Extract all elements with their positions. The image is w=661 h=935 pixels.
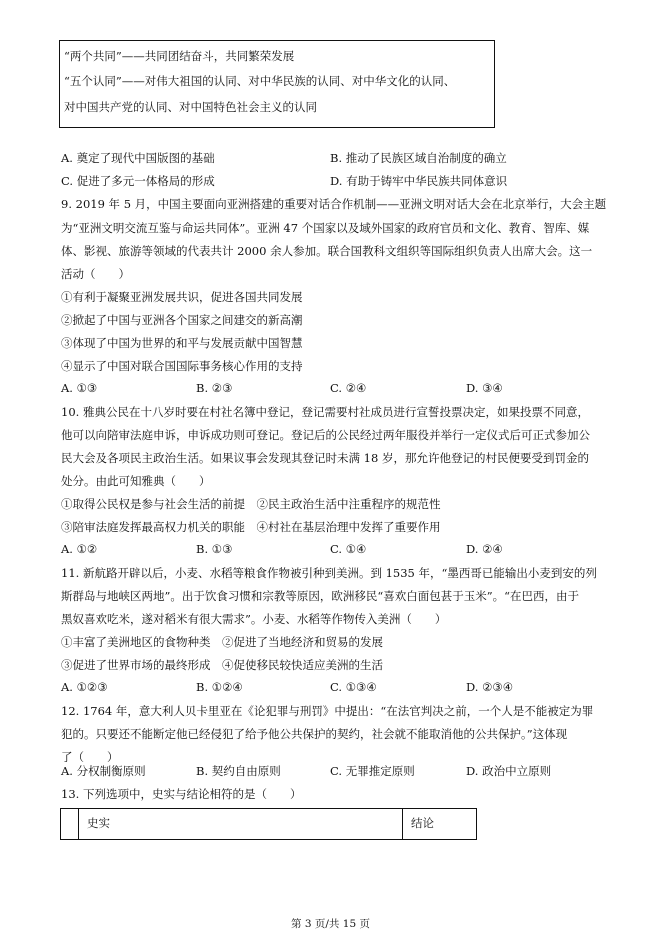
page-footer: 第 3 页/共 15 页	[291, 918, 370, 930]
q13-table	[60, 808, 477, 840]
q9-line-2: 为“亚洲文明交流互鉴与命运共同体”。亚洲 47 个国家以及域外国家的政府官员和文化、教育、智库、媒	[61, 221, 590, 235]
q10-option-a[interactable]: A. ①②	[61, 542, 98, 556]
q10-option-c[interactable]: C. ①④	[330, 542, 367, 556]
q12-option-a[interactable]: A. 分权制衡原则	[61, 764, 146, 778]
quote-line-3: 对中国共产党的认同、对中国特色社会主义的认同	[64, 100, 317, 114]
q9-line-4: 活动（ ）	[61, 267, 130, 281]
q13-table-fact-col	[79, 809, 403, 839]
q8-option-c[interactable]: C. 促进了多元一体格局的形成	[61, 174, 215, 188]
q10-line-3: 民大会及各项民主政治生活。如果议事会发现其登记时未满 18 岁，那允许他登记的村民便要受到罚金的	[61, 451, 589, 465]
q10-statements-34: ③陪审法庭发挥最高权力机关的职能 ④村社在基层治理中发挥了重要作用	[61, 520, 441, 534]
q12-option-d[interactable]: D. 政治中立原则	[466, 764, 552, 778]
q13-table-conclusion-col	[403, 809, 478, 839]
q13-col-fact-header: 史实	[87, 816, 110, 830]
q13-table-index-col	[61, 809, 79, 839]
q11-line-3: 黑奴喜欢吃米，遂对稻米有很大需求”。小麦、水稻等作物传入美洲（ ）	[61, 612, 447, 626]
q10-line-2: 他可以向陪审法庭申诉，申诉成功则可登记。登记后的公民经过两年服役并举行一定仪式后可正式参加公	[61, 428, 590, 442]
q11-option-c[interactable]: C. ①③④	[330, 680, 377, 694]
q9-option-a[interactable]: A. ①③	[61, 381, 98, 395]
q11-option-a[interactable]: A. ①②③	[61, 680, 108, 694]
q8-option-d[interactable]: D. 有助于铸牢中华民族共同体意识	[330, 174, 508, 188]
q12-option-c[interactable]: C. 无罪推定原则	[330, 764, 415, 778]
q10-option-b[interactable]: B. ①③	[196, 542, 233, 556]
q10-statements-12: ①取得公民权是参与社会生活的前提 ②民主政治生活中注重程序的规范性	[61, 497, 441, 511]
q9-statement-4: ④显示了中国对联合国国际事务核心作用的支持	[61, 359, 303, 373]
q13-line-1: 13. 下列选项中，史实与结论相符的是（ ）	[61, 787, 302, 801]
q13-col-conclusion-header: 结论	[411, 816, 434, 830]
q9-option-d[interactable]: D. ③④	[466, 381, 503, 395]
q9-statement-3: ③体现了中国为世界的和平与发展贡献中国智慧	[61, 336, 303, 350]
q9-option-b[interactable]: B. ②③	[196, 381, 233, 395]
q11-line-2: 斯群岛与地峡区两地”。出于饮食习惯和宗教等原因，欧洲移民“喜欢白面包甚于玉米”。“在巴西，由于	[61, 589, 580, 603]
q12-line-2: 犯的。只要还不能断定他已经侵犯了给予他公共保护的契约，社会就不能取消他的公共保护。”这体现	[61, 727, 568, 741]
q12-option-b[interactable]: B. 契约自由原则	[196, 764, 281, 778]
q9-option-c[interactable]: C. ②④	[330, 381, 367, 395]
q10-line-4: 处分。由此可知雅典（ ）	[61, 474, 211, 488]
q9-statement-1: ①有利于凝聚亚洲发展共识，促进各国共同发展	[61, 290, 303, 304]
q11-option-d[interactable]: D. ②③④	[466, 680, 514, 694]
q9-statement-2: ②掀起了中国与亚洲各个国家之间建交的新高潮	[61, 313, 303, 327]
q11-option-b[interactable]: B. ①②④	[196, 680, 243, 694]
q11-statements-34: ③促进了世界市场的最终形成 ④促使移民较快适应美洲的生活	[61, 658, 383, 672]
q9-line-1: 9. 2019 年 5 月，中国主要面向亚洲搭建的重要对话合作机制——亚洲文明对话大会在北京举行，大会主题	[61, 197, 607, 211]
quote-line-1: “两个共同”——共同团结奋斗，共同繁荣发展	[64, 49, 295, 63]
q11-statements-12: ①丰富了美洲地区的食物种类 ②促进了当地经济和贸易的发展	[61, 635, 383, 649]
q10-line-1: 10. 雅典公民在十八岁时要在村社名簿中登记，登记需要村社成员进行宣誓投票决定，如果投票不同意，	[61, 405, 589, 419]
q9-line-3: 体、影视、旅游等领域的代表共计 2000 余人参加。联合国教科文组织等国际组织负责人出席大会。这一	[61, 244, 593, 258]
q11-line-1: 11. 新航路开辟以后，小麦、水稻等粮食作物被引种到美洲。到 1535 年，“墨西哥已能输出小麦到安的列	[61, 566, 597, 580]
q12-line-1: 12. 1764 年，意大利人贝卡里亚在《论犯罪与刑罚》中提出：“在法官判决之前，一个人是不能被定为罪	[61, 704, 594, 718]
quote-line-2: “五个认同”——对伟大祖国的认同、对中华民族的认同、对中华文化的认同、	[64, 74, 456, 88]
q12-line-3: 了（ ）	[61, 750, 119, 764]
q8-option-a[interactable]: A. 奠定了现代中国版图的基础	[61, 151, 215, 165]
q8-option-b[interactable]: B. 推动了民族区域自治制度的确立	[330, 151, 507, 165]
q10-option-d[interactable]: D. ②④	[466, 542, 503, 556]
